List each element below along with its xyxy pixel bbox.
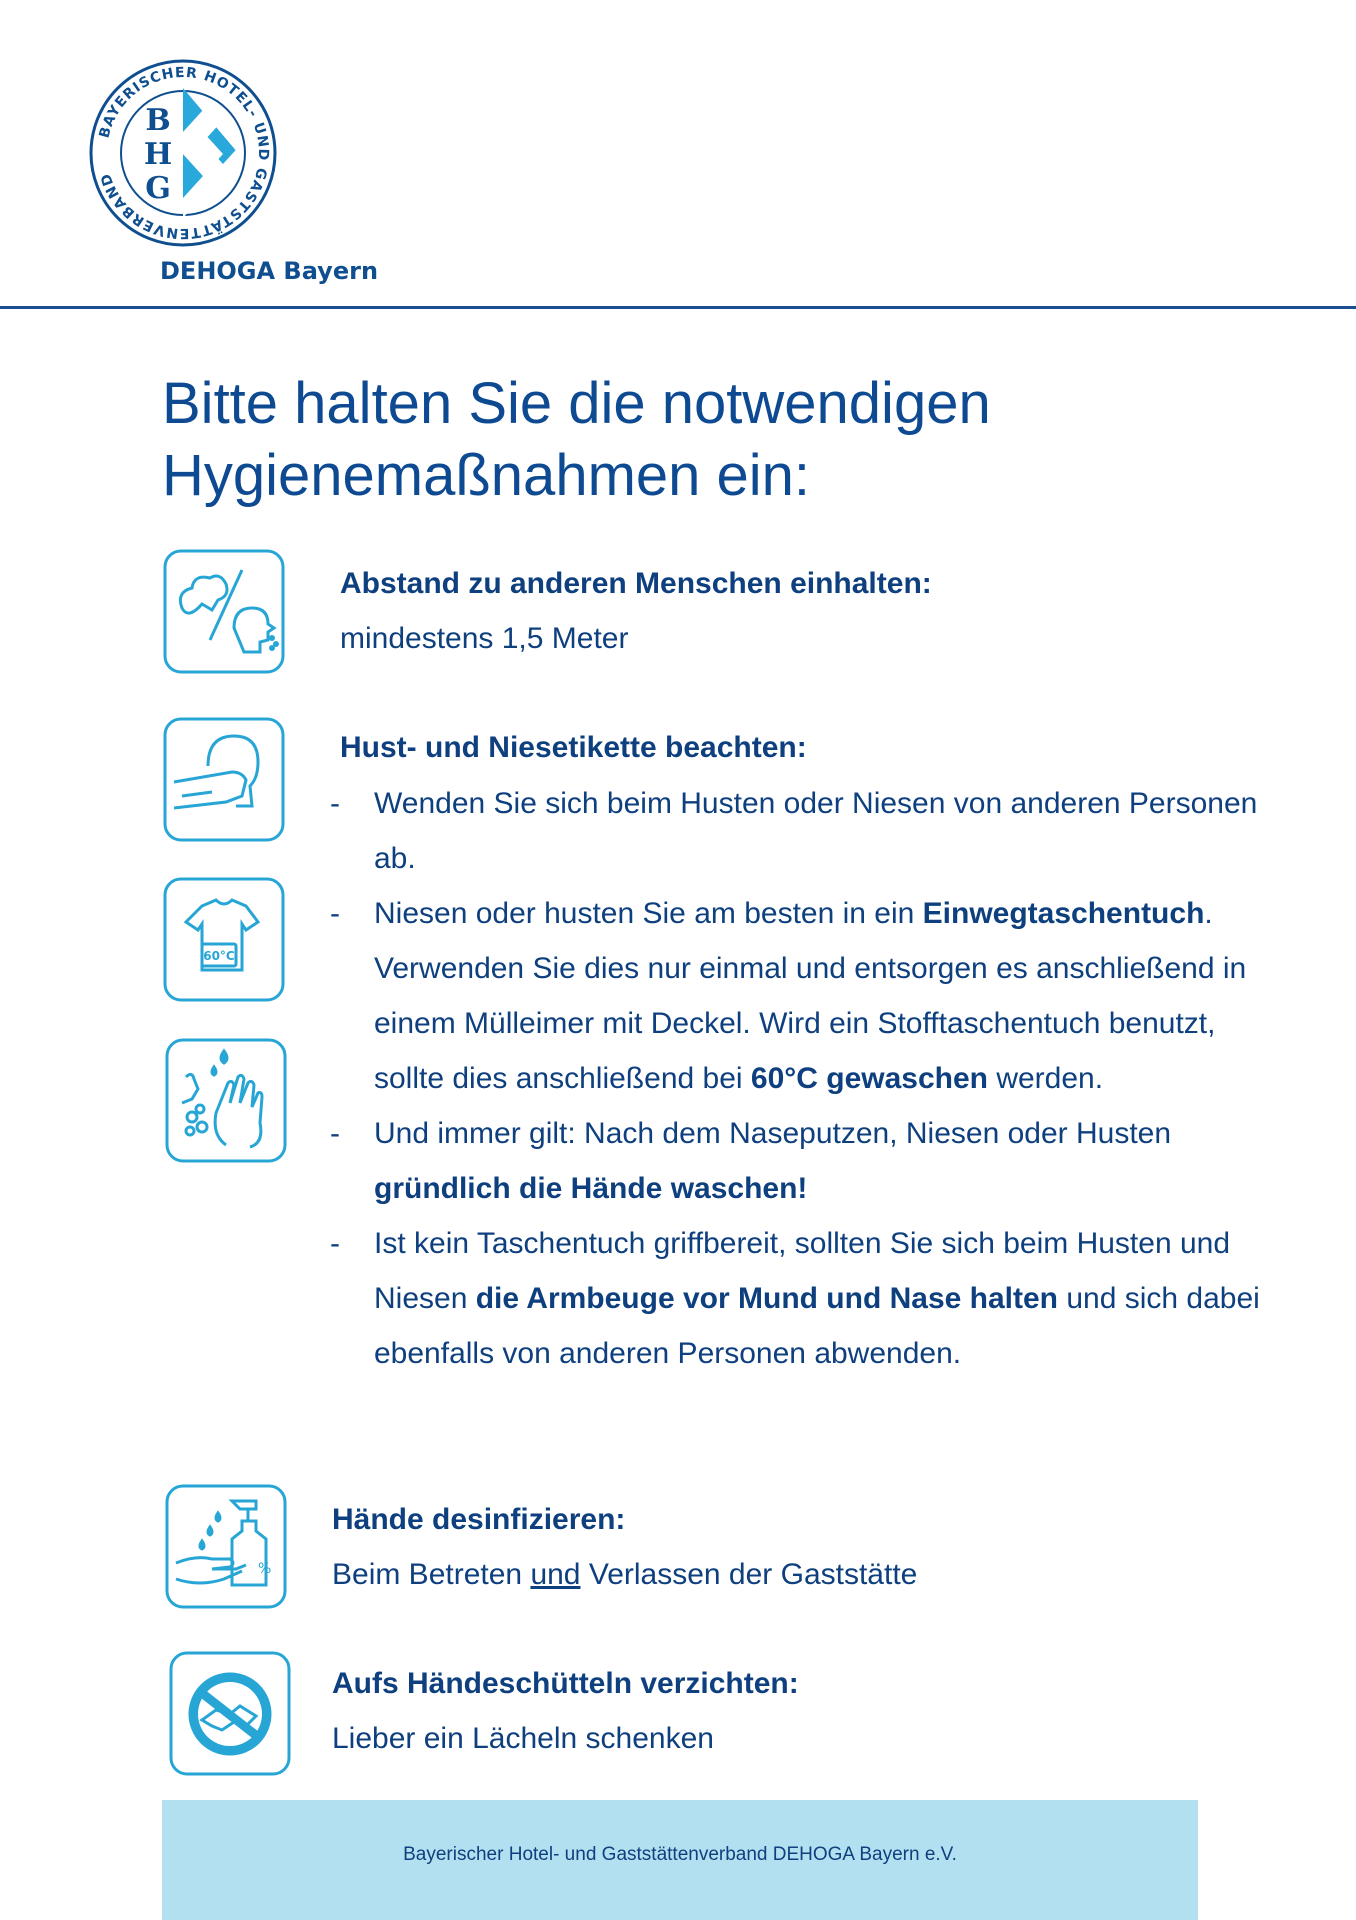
title-line-1: Bitte halten Sie die notwendigen bbox=[162, 371, 991, 436]
list-item bbox=[330, 1216, 1290, 1381]
hand-washing-icon bbox=[164, 1037, 288, 1164]
cough-bullet-list bbox=[330, 776, 1290, 1381]
bullet-4-bold: die Armbeuge vor Mund und Nase halten bbox=[475, 1282, 1059, 1315]
logo-letter-h: H bbox=[143, 137, 173, 172]
disinfect-text-und: und bbox=[530, 1558, 581, 1591]
bullet-2-pre: Niesen oder husten Sie am besten in ein bbox=[374, 897, 923, 930]
distance-heading: Abstand zu anderen Menschen einhalten: bbox=[340, 567, 932, 600]
list-item bbox=[330, 776, 1290, 886]
distance-text: mindestens 1,5 Meter bbox=[340, 622, 629, 655]
logo-ring-text: BAYERISCHER HOTEL- UND GASTSTÄTTENVERBAND bbox=[96, 64, 272, 242]
shirt-60c-icon bbox=[162, 876, 286, 1003]
disinfect-text-post: Verlassen der Gaststätte bbox=[580, 1558, 918, 1591]
distance-people-icon bbox=[162, 548, 286, 675]
page-title bbox=[162, 368, 1262, 512]
logo-subtitle: DEHOGA Bayern bbox=[160, 257, 379, 285]
distance-block bbox=[340, 556, 932, 666]
title-line-2: Hygienemaßnahmen ein: bbox=[162, 443, 811, 508]
footer-bar bbox=[162, 1800, 1198, 1920]
list-item bbox=[330, 886, 1290, 1106]
footer-text: Bayerischer Hotel- und Gaststättenverband DEHOGA Bayern e.V. bbox=[403, 1844, 957, 1865]
bullet-1-text: Wenden Sie sich beim Husten oder Niesen von anderen Personen ab. bbox=[374, 787, 1258, 875]
disinfect-text-pre: Beim Betreten bbox=[332, 1558, 531, 1591]
cough-heading-bold: Hust- und Niesetikette beachten: bbox=[340, 731, 807, 764]
bullet-dash: - bbox=[330, 787, 340, 820]
bullet-3-bold: gründlich die Hände waschen! bbox=[374, 1172, 808, 1205]
logo-letter-g: G bbox=[145, 171, 171, 206]
handshake-heading: Aufs Händeschütteln verzichten: bbox=[332, 1667, 799, 1700]
svg-text:%: % bbox=[258, 1561, 272, 1577]
handshake-block bbox=[332, 1656, 799, 1766]
bullet-dash: - bbox=[330, 897, 340, 930]
list-item bbox=[330, 1106, 1290, 1216]
bullet-4-post: und sich dabei ebenfalls von anderen Personen abwenden. bbox=[374, 1282, 1260, 1370]
logo-letter-b: B bbox=[145, 103, 171, 138]
bullet-2-bold-1: Einwegtaschentuch bbox=[922, 897, 1205, 930]
bullet-2-post: werden. bbox=[988, 1062, 1104, 1095]
cough-elbow-icon bbox=[162, 716, 286, 843]
bullet-3-pre: Und immer gilt: Nach dem Naseputzen, Niesen oder Husten bbox=[374, 1117, 1172, 1150]
bullet-2-mid: . Verwenden Sie dies nur einmal und entsorgen es anschließend in einem Mülleimer mit Deckel. Wird ein Stofftaschentuch benutzt, sollte dies anschließend bei bbox=[374, 897, 1247, 1095]
bhg-logo bbox=[88, 58, 278, 248]
bullet-dash: - bbox=[330, 1117, 340, 1150]
bullet-2-bold-2: 60°C gewaschen bbox=[750, 1062, 988, 1095]
shirt-temp-label: 60°C bbox=[203, 949, 235, 963]
bullet-4-pre: Ist kein Taschentuch griffbereit, sollten Sie sich beim Husten und Niesen bbox=[374, 1227, 1231, 1315]
hand-sanitizer-icon bbox=[164, 1483, 288, 1610]
bullet-dash: - bbox=[330, 1227, 340, 1260]
disinfect-block bbox=[332, 1492, 917, 1602]
disinfect-text bbox=[332, 1547, 917, 1602]
header-divider bbox=[0, 306, 1356, 309]
disinfect-heading: Hände desinfizieren: bbox=[332, 1503, 626, 1536]
handshake-text: Lieber ein Lächeln schenken bbox=[332, 1722, 714, 1755]
no-handshake-icon bbox=[168, 1650, 292, 1777]
